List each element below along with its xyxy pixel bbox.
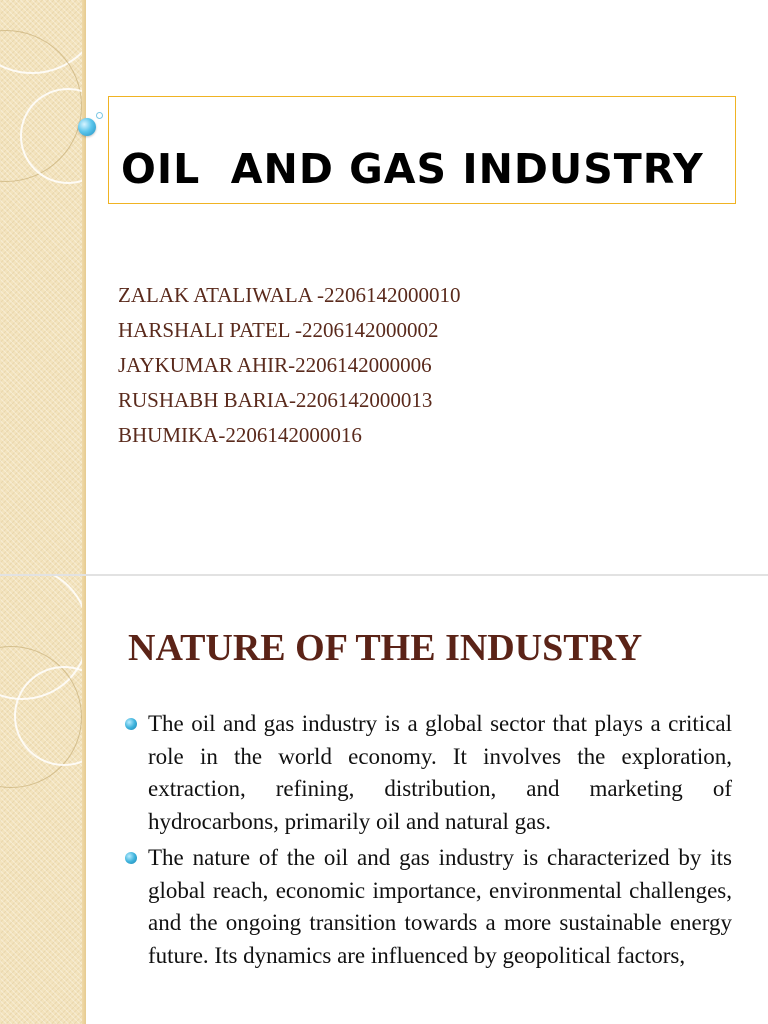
bullet-list bbox=[122, 708, 732, 976]
slide-2 bbox=[0, 576, 768, 1024]
author-list bbox=[118, 278, 460, 453]
bullet-text: The oil and gas industry is a global sector that plays a critical role in the world economy. It involves the exploration, extraction, refining, distribution, and marketing of hydrocarbons, primarily oil and natural gas. bbox=[148, 711, 732, 834]
slide-title: OIL AND GAS INDUSTRY bbox=[121, 145, 704, 193]
bullet-text: The nature of the oil and gas industry is characterized by its global reach, economic importance, environmental challenges, and the ongoing transition towards a more sustainable energy future. Its dynamics are influenced by geopolitical factors, bbox=[148, 845, 732, 968]
decorative-side-band bbox=[0, 576, 86, 1024]
section-heading: NATURE OF THE INDUSTRY bbox=[128, 627, 643, 669]
author-item: HARSHALI PATEL -2206142000002 bbox=[118, 318, 439, 342]
author-item: BHUMIKA-2206142000016 bbox=[118, 423, 362, 447]
decorative-ring bbox=[20, 88, 116, 184]
bullet-item bbox=[122, 842, 732, 972]
decorative-side-band bbox=[0, 0, 86, 574]
blue-bullet-dot-icon bbox=[125, 852, 137, 864]
blue-orb-icon bbox=[78, 118, 96, 136]
author-item: RUSHABH BARIA-2206142000013 bbox=[118, 388, 433, 412]
title-box bbox=[108, 96, 736, 204]
author-item: ZALAK ATALIWALA -2206142000010 bbox=[118, 283, 461, 307]
small-ring-icon bbox=[96, 112, 103, 119]
decorative-ring bbox=[14, 666, 114, 766]
bullet-item bbox=[122, 708, 732, 838]
blue-bullet-dot-icon bbox=[125, 718, 137, 730]
author-item: JAYKUMAR AHIR-2206142000006 bbox=[118, 353, 432, 377]
